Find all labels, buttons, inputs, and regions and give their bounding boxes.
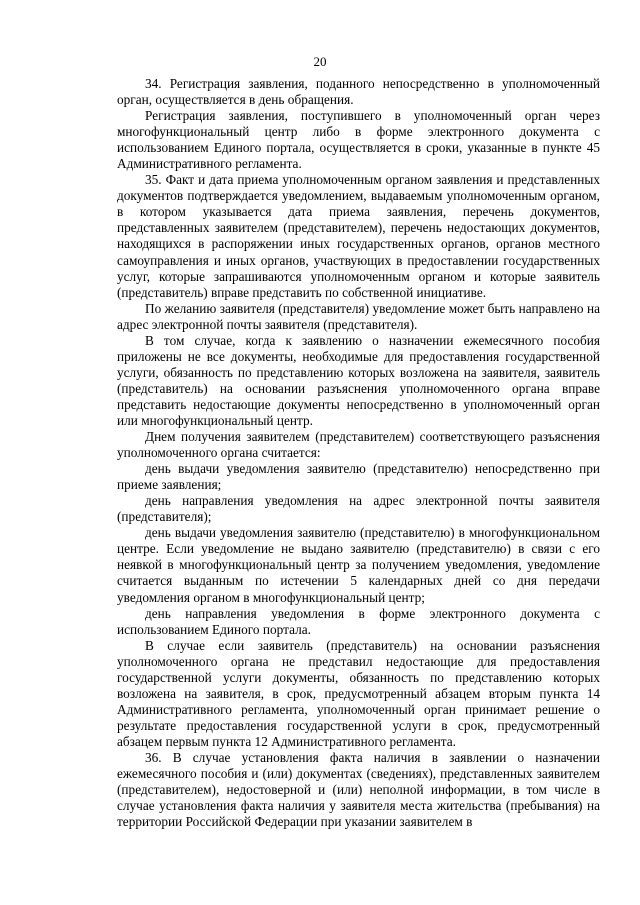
paragraph-receipt-day-intro: Днем получения заявителем (представителем) соответствующего разъяснения уполномоченного органа считается:: [117, 429, 600, 461]
paragraph-35-receipt-fact: 35. Факт и дата приема уполномоченным органом заявления и представленных документов подтверждается уведомлением, выдаваемым уполномоченным органом, в котором указывается дата приема заявления, перечень документов, представленных заявителем (представителем), перечень недостающих документов, находящихся в распоряжении иных государственных органов, органов местного самоуправления и иных органов, участвующих в предоставлении государственных услуг, которые запрашиваются уполномоченным органом и которые заявитель (представитель) вправе представить по собственной инициативе.: [117, 172, 600, 300]
paragraph-36-false-info: 36. В случае установления факта наличия в заявлении о назначении ежемесячного пособия и (или) документах (сведениях), представленных заявителем (представителем), недостоверной и (или) неполной информации, в том числе в случае установления факта наличия у заявителя места жительства (пребывания) на территории Российской Федерации при указании заявителем в: [117, 749, 600, 830]
document-body: [117, 76, 600, 830]
paragraph-not-submitted: В случае если заявитель (представитель) на основании разъяснения уполномоченного органа не представил недостающие для предоставления государственной услуги документы, обязанность по представлению которых возложена на заявителя, в срок, предусмотренный абзацем вторым пункта 14 Административного регламента, уполномоченный орган принимает решение о результате предоставления государственной услуги в срок, предусмотренный абзацем первым пункта 12 Административного регламента.: [117, 637, 600, 749]
paragraph-day-direct-issue: день выдачи уведомления заявителю (представителю) непосредственно при приеме заявления;: [117, 461, 600, 493]
paragraph-registration-mfc: Регистрация заявления, поступившего в уполномоченный орган через многофункциональный центр либо в форме электронного документа с использованием Единого портала, осуществляется в сроки, указанные в пункте 45 Административного регламента.: [117, 108, 600, 172]
paragraph-missing-documents: В том случае, когда к заявлению о назначении ежемесячного пособия приложены не все документы, необходимые для предоставления государственной услуги, обязанность по представлению которых возложена на заявителя, заявитель (представитель) на основании разъяснения уполномоченного органа вправе представить недостающие документы непосредственно в уполномоченный орган или многофункциональный центр.: [117, 332, 600, 428]
paragraph-34-registration: 34. Регистрация заявления, поданного непосредственно в уполномоченный орган, осуществляется в день обращения.: [117, 76, 600, 108]
paragraph-email-notification: По желанию заявителя (представителя) уведомление может быть направлено на адрес электронной почты заявителя (представителя).: [117, 300, 600, 332]
page-number: 20: [313, 54, 327, 69]
paragraph-day-portal: день направления уведомления в форме электронного документа с использованием Единого портала.: [117, 605, 600, 637]
paragraph-day-email: день направления уведомления на адрес электронной почты заявителя (представителя);: [117, 493, 600, 525]
paragraph-day-mfc: день выдачи уведомления заявителю (представителю) в многофункциональном центре. Если уведомление не выдано заявителю (представителю) в связи с его неявкой в многофункциональный центр за получением уведомления, уведомление считается выданным по истечении 5 календарных дней со дня передачи уведомления органом в многофункциональный центр;: [117, 525, 600, 605]
